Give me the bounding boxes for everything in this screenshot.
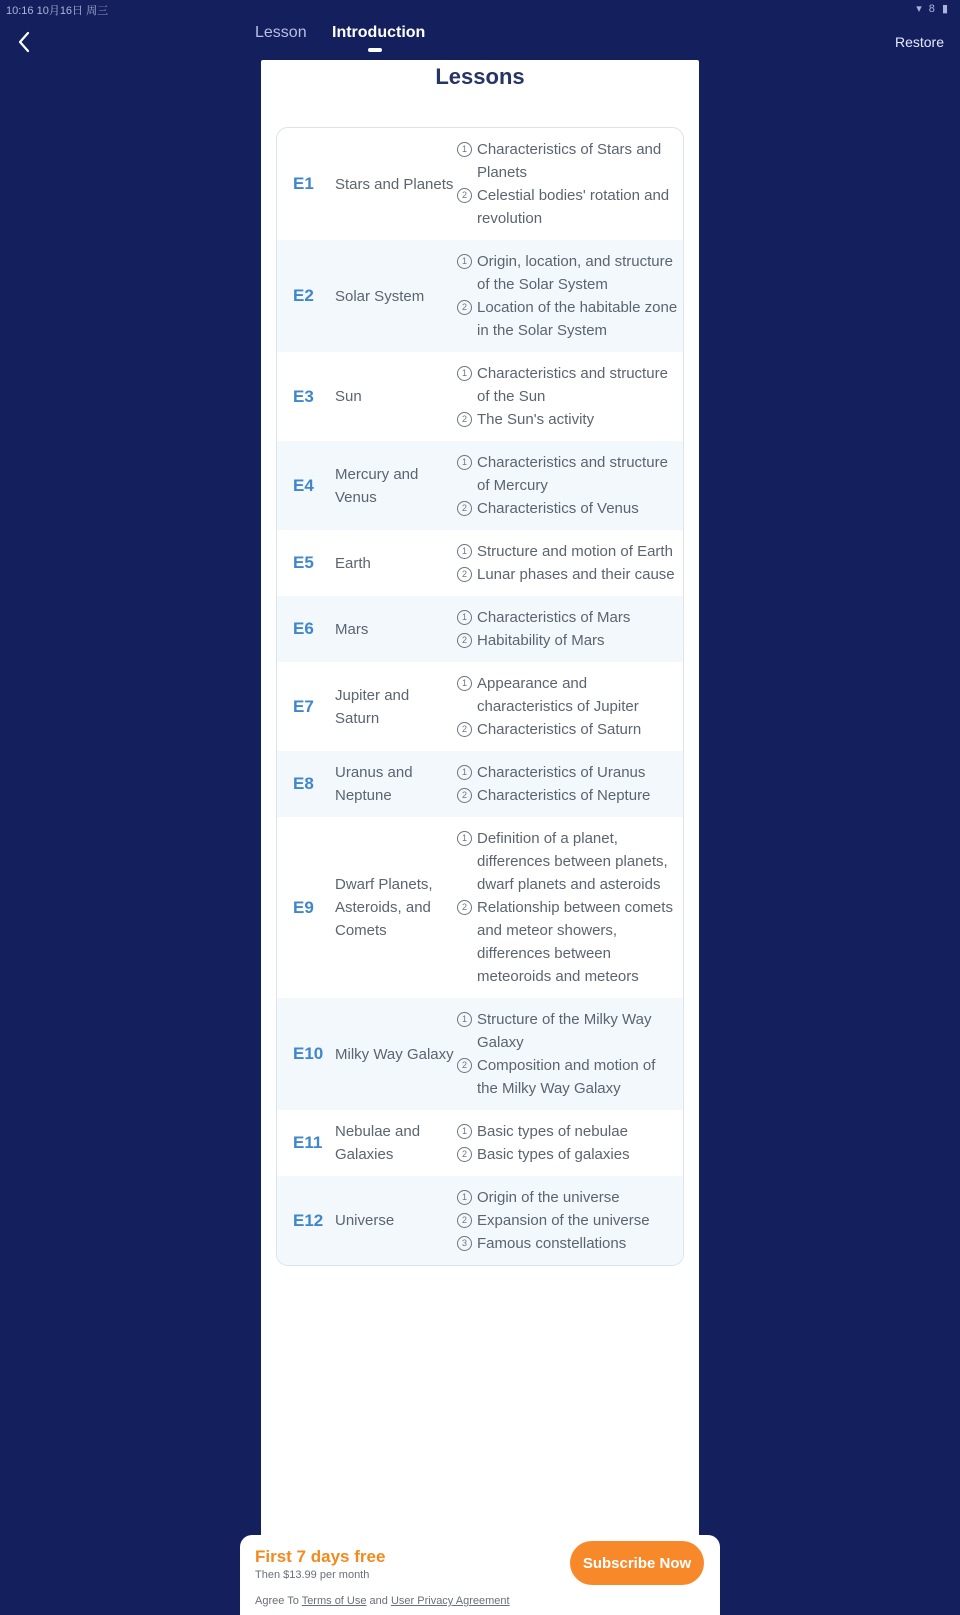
agreement-line <box>255 1595 510 1607</box>
lesson-topic-text: Characteristics of Stars and Planets <box>477 141 662 181</box>
lesson-topics <box>457 827 683 988</box>
lesson-code: E11 <box>293 1133 323 1152</box>
lesson-topic <box>457 250 679 296</box>
lesson-row <box>277 240 683 352</box>
circled-number-icon: 1 <box>457 610 472 625</box>
trial-price: Then $13.99 per month <box>255 1569 370 1581</box>
lesson-topics <box>457 451 683 520</box>
lesson-name: Sun <box>335 388 362 405</box>
circled-number-icon: 1 <box>457 366 472 381</box>
lesson-code: E2 <box>293 286 314 305</box>
lesson-topic-text: Characteristics of Saturn <box>477 721 642 738</box>
status-icons: ▾ 8 ▮ <box>916 3 950 15</box>
lesson-name: Universe <box>335 1212 395 1229</box>
circled-number-icon: 2 <box>457 1058 472 1073</box>
lesson-topic <box>457 629 679 652</box>
lesson-row <box>277 662 683 751</box>
lesson-name: Uranus and Neptune <box>335 764 413 804</box>
lesson-topic-text: Characteristics of Venus <box>477 500 639 517</box>
lesson-topic-text: Famous constellations <box>477 1235 627 1252</box>
lesson-name: Jupiter and Saturn <box>335 686 410 727</box>
lesson-code: E7 <box>293 696 314 716</box>
lesson-topics <box>457 1120 683 1166</box>
lesson-name: Dwarf Planets, Asteroids, and Comets <box>335 876 433 939</box>
lesson-topic <box>457 672 679 718</box>
lesson-name: Nebulae and Galaxies <box>335 1123 421 1163</box>
circled-number-icon: 2 <box>457 1147 472 1162</box>
status-bar <box>0 0 960 18</box>
lesson-code: E1 <box>293 174 314 193</box>
lesson-row <box>277 530 683 596</box>
lesson-topic <box>457 606 679 629</box>
lesson-topic <box>457 827 679 896</box>
tab-lesson[interactable]: Lesson <box>255 24 307 41</box>
lesson-topic <box>457 718 679 741</box>
lesson-code: E3 <box>293 386 314 406</box>
lesson-topics <box>457 1186 683 1255</box>
lesson-row <box>277 441 683 530</box>
circled-number-icon: 1 <box>457 1190 472 1205</box>
subscription-bar <box>240 1535 720 1615</box>
lesson-row <box>277 128 683 240</box>
lesson-topic-text: Origin, location, and structure of the Solar System <box>477 253 673 293</box>
lesson-code: E5 <box>293 553 314 572</box>
circled-number-icon: 2 <box>457 1213 472 1228</box>
lesson-topics <box>457 362 683 431</box>
lesson-code: E4 <box>293 475 314 495</box>
lesson-topic-text: Location of the habitable zone in the Solar System <box>477 299 678 339</box>
circled-number-icon: 1 <box>457 831 472 846</box>
circled-number-icon: 2 <box>457 900 472 915</box>
lesson-topic-text: Definition of a planet, differences between planets, dwarf planets and asteroids <box>477 830 668 893</box>
lesson-topics <box>457 540 683 586</box>
circled-number-icon: 1 <box>457 676 472 691</box>
lesson-topic <box>457 296 679 342</box>
circled-number-icon: 1 <box>457 142 472 157</box>
privacy-agreement-link[interactable]: User Privacy Agreement <box>390 1595 510 1607</box>
lesson-topic <box>457 761 679 784</box>
lesson-topic-text: Relationship between comets and meteor showers, differences between meteoroids and meteors <box>477 899 673 985</box>
lesson-code: E6 <box>293 619 314 638</box>
lesson-topic-text: Structure of the Milky Way Galaxy <box>477 1011 652 1051</box>
lesson-name: Mars <box>335 620 369 638</box>
lesson-topic <box>457 563 679 586</box>
lesson-topics <box>457 606 683 652</box>
lesson-row <box>277 751 683 817</box>
lesson-topics <box>457 250 683 342</box>
lesson-row <box>277 596 683 662</box>
lesson-topic <box>457 540 679 563</box>
lesson-topic <box>457 1120 679 1143</box>
circled-number-icon: 2 <box>457 188 472 203</box>
circled-number-icon: 3 <box>457 1236 472 1251</box>
lesson-topic-text: Characteristics of Uranus <box>477 764 646 781</box>
circled-number-icon: 2 <box>457 788 472 803</box>
lesson-name: Earth <box>335 554 371 572</box>
lesson-name: Milky Way Galaxy <box>335 1045 454 1063</box>
agree-and: and <box>369 1595 388 1607</box>
lesson-topic <box>457 184 679 230</box>
lesson-row <box>277 817 683 998</box>
trial-title: First 7 days free <box>255 1547 386 1566</box>
circled-number-icon: 2 <box>457 722 472 737</box>
subscribe-now-button[interactable]: Subscribe Now <box>570 1541 704 1585</box>
lesson-topics <box>457 672 683 741</box>
lesson-topic-text: Characteristics of Mars <box>477 609 631 626</box>
restore-button[interactable]: Restore <box>894 34 944 50</box>
circled-number-icon: 1 <box>457 765 472 780</box>
circled-number-icon: 1 <box>457 254 472 269</box>
lesson-topic-text: Characteristics and structure of the Sun <box>477 365 668 405</box>
lesson-topic <box>457 408 679 431</box>
chevron-left-icon <box>17 31 31 53</box>
lesson-code: E12 <box>293 1210 324 1230</box>
lesson-row <box>277 998 683 1110</box>
lesson-topics <box>457 1008 683 1100</box>
lesson-code: E9 <box>293 897 314 917</box>
lesson-topic <box>457 896 679 988</box>
lesson-row <box>277 1176 683 1265</box>
lesson-topic-text: Structure and motion of Earth <box>477 543 673 560</box>
circled-number-icon: 1 <box>457 1124 472 1139</box>
lesson-topic-text: Composition and motion of the Milky Way Galaxy <box>477 1057 656 1097</box>
lesson-name: Mercury and Venus <box>335 465 419 506</box>
active-tab-indicator <box>368 48 382 52</box>
status-time: 10:16 10月16日 周三 <box>6 5 109 17</box>
lesson-topic <box>457 497 679 520</box>
lessons-card <box>261 60 699 1560</box>
circled-number-icon: 2 <box>457 633 472 648</box>
circled-number-icon: 2 <box>457 300 472 315</box>
lesson-topic <box>457 362 679 408</box>
agree-prefix: Agree To <box>255 1595 299 1607</box>
lesson-topic-text: Expansion of the universe <box>477 1212 650 1229</box>
lesson-code: E10 <box>293 1044 324 1063</box>
lesson-topic <box>457 1209 679 1232</box>
circled-number-icon: 1 <box>457 544 472 559</box>
lesson-topic-text: Appearance and characteristics of Jupiter <box>477 675 639 715</box>
lesson-topic <box>457 1186 679 1209</box>
lesson-topic-text: Habitability of Mars <box>477 632 605 649</box>
lesson-code: E8 <box>293 774 314 793</box>
lesson-row <box>277 1110 683 1176</box>
terms-of-use-link[interactable]: Terms of Use <box>301 1595 367 1607</box>
circled-number-icon: 1 <box>457 455 472 470</box>
lesson-topic-text: Origin of the universe <box>477 1189 620 1206</box>
page-title: Lessons <box>435 64 525 89</box>
lesson-topic-text: Celestial bodies' rotation and revolution <box>477 187 670 227</box>
circled-number-icon: 2 <box>457 567 472 582</box>
back-button[interactable] <box>6 24 42 60</box>
lesson-topics <box>457 761 683 807</box>
tab-introduction[interactable]: Introduction <box>332 24 426 41</box>
lesson-topic <box>457 784 679 807</box>
lessons-table <box>276 127 684 1266</box>
lesson-topic <box>457 138 679 184</box>
lesson-name: Stars and Planets <box>335 175 454 193</box>
circled-number-icon: 2 <box>457 412 472 427</box>
lesson-topic-text: Characteristics and structure of Mercury <box>477 454 668 494</box>
circled-number-icon: 2 <box>457 501 472 516</box>
lesson-topic-text: Basic types of galaxies <box>477 1146 630 1163</box>
lesson-name: Solar System <box>335 287 425 305</box>
lesson-topic <box>457 1054 679 1100</box>
lesson-row <box>277 352 683 441</box>
lesson-topic-text: The Sun's activity <box>477 411 595 428</box>
lesson-topic <box>457 1008 679 1054</box>
lesson-topic <box>457 1232 679 1255</box>
lesson-topic-text: Characteristics of Nepture <box>477 787 651 804</box>
lesson-topic <box>457 451 679 497</box>
lesson-topics <box>457 138 683 230</box>
circled-number-icon: 1 <box>457 1012 472 1027</box>
lesson-topic-text: Lunar phases and their cause <box>477 566 675 583</box>
lesson-topic-text: Basic types of nebulae <box>477 1123 628 1140</box>
lesson-topic <box>457 1143 679 1166</box>
